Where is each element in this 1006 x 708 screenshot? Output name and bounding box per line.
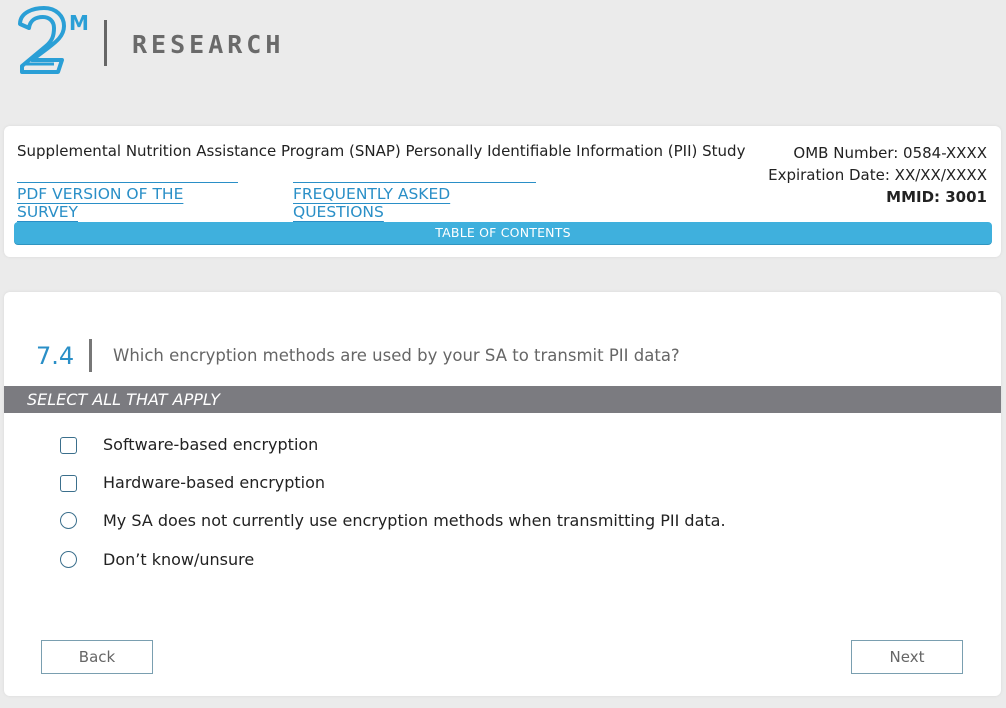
question-number: 7.4 bbox=[36, 342, 75, 370]
faq-link[interactable]: FREQUENTLY ASKED QUESTIONS bbox=[293, 182, 536, 221]
mmid: MMID: 3001 bbox=[886, 188, 987, 206]
checkbox[interactable] bbox=[60, 437, 77, 454]
question-card bbox=[4, 292, 1001, 696]
question-text: Which encryption methods are used by your SA to transmit PII data? bbox=[113, 346, 680, 365]
omb-info bbox=[768, 142, 987, 208]
expiration-date: Expiration Date: XX/XX/XXXX bbox=[768, 166, 987, 184]
question-divider bbox=[89, 339, 92, 372]
pdf-version-link[interactable]: PDF VERSION OF THE SURVEY bbox=[17, 182, 238, 221]
radio-button[interactable] bbox=[60, 512, 77, 529]
instruction-bar: SELECT ALL THAT APPLY bbox=[4, 386, 1001, 413]
survey-header-card bbox=[4, 126, 1001, 257]
study-title: Supplemental Nutrition Assistance Program (SNAP) Personally Identifiable Information (PII) Study bbox=[17, 142, 746, 160]
table-of-contents-button[interactable]: TABLE OF CONTENTS bbox=[14, 222, 992, 244]
next-button[interactable]: Next bbox=[851, 640, 963, 674]
back-button[interactable]: Back bbox=[41, 640, 153, 674]
option-label: Hardware-based encryption bbox=[103, 473, 326, 492]
option-label: My SA does not currently use encryption methods when transmitting PII data. bbox=[103, 511, 726, 530]
option-label: Don’t know/unsure bbox=[103, 550, 255, 569]
2m-logo-mark-icon bbox=[12, 4, 112, 80]
logo-divider bbox=[104, 20, 107, 66]
omb-number: OMB Number: 0584-XXXX bbox=[793, 144, 987, 162]
company-logo bbox=[12, 4, 312, 84]
svg-text:M: M bbox=[69, 11, 89, 35]
logo-wordmark: RESEARCH bbox=[132, 30, 285, 59]
radio-button[interactable] bbox=[60, 551, 77, 568]
option-label: Software-based encryption bbox=[103, 435, 319, 454]
checkbox[interactable] bbox=[60, 475, 77, 492]
